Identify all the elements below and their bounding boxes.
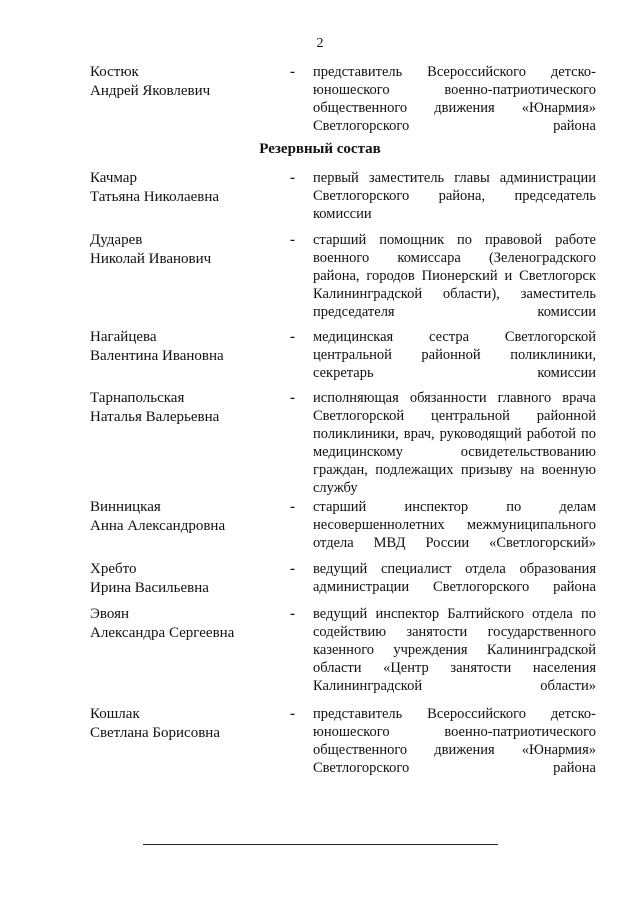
member-given-names: Валентина Ивановна <box>90 347 224 364</box>
member-role: представитель Всероссийского детско-юношеского военно-патриотического общественного движения «Юнармия» Светлогорского района <box>313 64 596 134</box>
reserve-section-heading: Резервный состав <box>259 141 381 157</box>
list-dash: - <box>290 390 295 406</box>
list-dash: - <box>290 64 295 80</box>
member-name <box>90 328 280 365</box>
member-name <box>90 231 280 268</box>
member-given-names: Светлана Борисовна <box>90 724 220 741</box>
list-dash: - <box>290 499 295 515</box>
member-name <box>90 498 280 535</box>
list-dash: - <box>290 606 295 622</box>
member-role: старший инспектор по делам несовершеннолетних межмуниципального отдела МВД России «Светлогорский» <box>313 499 596 551</box>
member-given-names: Наталья Валерьевна <box>90 408 220 425</box>
list-dash: - <box>290 329 295 345</box>
member-given-names: Николай Иванович <box>90 250 212 267</box>
closing-rule <box>143 844 498 845</box>
list-dash: - <box>290 170 295 186</box>
member-name <box>90 389 280 426</box>
member-given-names: Анна Александровна <box>90 517 226 534</box>
member-role: старший помощник по правовой работе военного комиссара (Зеленоградского района, городов Пионерский и Светлогорск Калининградской области), заместитель председателя комиссии <box>313 232 596 320</box>
member-name <box>90 705 280 742</box>
page-number: 2 <box>316 36 324 51</box>
member-given-names: Андрей Яковлевич <box>90 82 211 99</box>
member-surname: Костюк <box>90 64 139 80</box>
list-dash: - <box>290 706 295 722</box>
member-role: исполняющая обязанности главного врача Светлогорской центральной районной поликлиники, врач, руководящий работой по медицинскому освидетельствованию граждан, подлежащих призыву на военную службу <box>313 390 596 496</box>
member-given-names: Александра Сергеевна <box>90 624 235 641</box>
list-dash: - <box>290 561 295 577</box>
member-surname: Нагайцева <box>90 329 157 345</box>
member-name <box>90 63 280 100</box>
member-role: ведущий инспектор Балтийского отдела по содействию занятости государственного казенного учреждения Калининградской области «Центр занятости населения Калининградской области» <box>313 606 596 694</box>
member-surname: Хребто <box>90 561 137 577</box>
member-surname: Тарнапольская <box>90 390 185 406</box>
member-name <box>90 169 280 206</box>
member-surname: Качмар <box>90 170 137 186</box>
member-name <box>90 560 280 597</box>
member-given-names: Ирина Васильевна <box>90 579 209 596</box>
member-surname: Кошлак <box>90 706 140 722</box>
member-surname: Эвоян <box>90 606 130 622</box>
member-role: первый заместитель главы администрации Светлогорского района, председатель комиссии <box>313 170 596 222</box>
member-surname: Дударев <box>90 232 143 248</box>
member-role: медицинская сестра Светлогорской центральной районной поликлиники, секретарь комиссии <box>313 329 596 381</box>
member-role: представитель Всероссийского детско-юношеского военно-патриотического общественного движения «Юнармия» Светлогорского района <box>313 706 596 776</box>
member-given-names: Татьяна Николаевна <box>90 188 220 205</box>
member-role: ведущий специалист отдела образования администрации Светлогорского района <box>313 561 596 595</box>
list-dash: - <box>290 232 295 248</box>
member-name <box>90 605 280 642</box>
member-surname: Винницкая <box>90 499 161 515</box>
